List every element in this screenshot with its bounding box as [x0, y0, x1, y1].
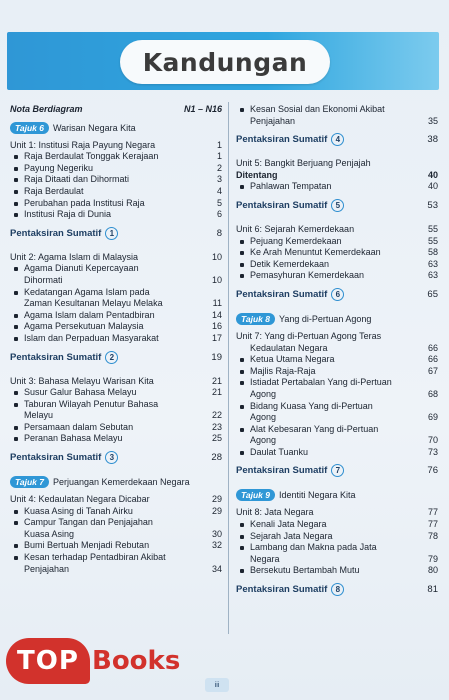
topbooks-logo — [6, 628, 196, 690]
tajuk-7-heading — [10, 476, 222, 488]
toc-item[interactable]: Bersekutu Bertambah Mutu 80 — [236, 565, 438, 577]
toc-item[interactable]: Majlis Raja-Raja 67 — [236, 366, 438, 378]
tajuk-badge: Tajuk 8 — [236, 313, 275, 325]
unit-6-title[interactable]: Unit 6: Sejarah Kemerdekaan 55 — [236, 223, 438, 234]
toc-item[interactable]: Ke Arah Menuntut Kemerdekaan 58 — [236, 247, 438, 259]
number-circle: 8 — [331, 583, 344, 596]
toc-item[interactable]: Sejarah Jata Negara 78 — [236, 531, 438, 543]
pentaksiran-sumatif-8[interactable]: Pentaksiran Sumatif 8 81 — [236, 584, 438, 596]
toc-item-continued[interactable]: Agong 70 — [250, 435, 438, 446]
toc-item[interactable]: Agama Islam dalam Pentadbiran 14 — [10, 310, 222, 322]
number-circle: 4 — [331, 133, 344, 146]
unit-8-title[interactable]: Unit 8: Jata Negara 77 — [236, 507, 438, 518]
toc-item[interactable]: Susur Galur Bahasa Melayu 21 — [10, 387, 222, 399]
toc-item[interactable]: Bidang Kuasa Yang di-Pertuan — [236, 401, 438, 413]
logo-top-badge: TOP — [6, 638, 90, 684]
tajuk-badge: Tajuk 7 — [10, 476, 49, 488]
toc-item[interactable]: Detik Kemerdekaan 63 — [236, 259, 438, 271]
toc-item[interactable]: Peranan Bahasa Melayu 25 — [10, 433, 222, 445]
tajuk-title: Warisan Negara Kita — [52, 122, 136, 133]
toc-item[interactable]: Payung Negeriku 2 — [10, 163, 222, 175]
toc-entry-nota[interactable]: Nota Berdiagram N1 – N16 — [10, 104, 222, 114]
toc-item-continued[interactable]: Penjajahan 35 — [250, 115, 438, 126]
toc-item[interactable]: Raja Berdaulat Tonggak Kerajaan 1 — [10, 151, 222, 163]
toc-item-continued[interactable]: Dihormati 10 — [24, 274, 222, 285]
pentaksiran-sumatif-4[interactable]: Pentaksiran Sumatif 4 38 — [236, 134, 438, 146]
toc-item[interactable]: Kedatangan Agama Islam pada — [10, 287, 222, 299]
toc-item[interactable]: Pejuang Kemerdekaan 55 — [236, 236, 438, 248]
page-title: Kandungan — [142, 47, 308, 77]
toc-item[interactable]: Taburan Wilayah Penutur Bahasa — [10, 399, 222, 411]
page-number: iii — [205, 678, 229, 692]
pentaksiran-sumatif-3[interactable]: Pentaksiran Sumatif 3 28 — [10, 452, 222, 464]
toc-item-continued[interactable]: Zaman Kesultanan Melayu Melaka 11 — [24, 298, 222, 309]
toc-item[interactable]: Raja Ditaati dan Dihormati 3 — [10, 174, 222, 186]
toc-item-continued[interactable]: Kuasa Asing 30 — [24, 528, 222, 539]
pentaksiran-sumatif-5[interactable]: Pentaksiran Sumatif 5 53 — [236, 199, 438, 211]
toc-item-continued[interactable]: Penjajahan 34 — [24, 563, 222, 574]
toc-item[interactable]: Bumi Bertuah Menjadi Rebutan 32 — [10, 540, 222, 552]
toc-item[interactable]: Ketua Utama Negara 66 — [236, 354, 438, 366]
number-circle: 1 — [105, 227, 118, 240]
toc-item[interactable]: Daulat Tuanku 73 — [236, 447, 438, 459]
toc-item-continued[interactable]: Agong 69 — [250, 412, 438, 423]
pentaksiran-sumatif-1[interactable]: Pentaksiran Sumatif 1 8 — [10, 227, 222, 239]
unit-7-title-continued[interactable]: Kedaulatan Negara 66 — [250, 342, 438, 353]
title-pill — [120, 40, 330, 84]
toc-item[interactable]: Pahlawan Tempatan 40 — [236, 181, 438, 193]
toc-item[interactable]: Kesan Sosial dan Ekonomi Akibat — [236, 104, 438, 116]
number-circle: 3 — [105, 451, 118, 464]
logo-books-text: Books — [92, 646, 181, 676]
toc-item[interactable]: Kuasa Asing di Tanah Airku 29 — [10, 506, 222, 518]
toc-item[interactable]: Islam dan Perpaduan Masyarakat 17 — [10, 333, 222, 345]
number-circle: 5 — [331, 199, 344, 212]
toc-item[interactable]: Pemasyhuran Kemerdekaan 63 — [236, 270, 438, 282]
tajuk-6-heading — [10, 122, 222, 134]
toc-item[interactable]: Istiadat Pertabalan Yang di-Pertuan — [236, 377, 438, 389]
toc-item[interactable]: Persamaan dalam Sebutan 23 — [10, 422, 222, 434]
toc-item[interactable]: Alat Kebesaran Yang di-Pertuan — [236, 424, 438, 436]
unit-1-title[interactable]: Unit 1: Institusi Raja Payung Negara 1 — [10, 139, 222, 150]
tajuk-title: Yang di-Pertuan Agong — [278, 313, 372, 324]
toc-item[interactable]: Raja Berdaulat 4 — [10, 186, 222, 198]
toc-item[interactable]: Campur Tangan dan Penjajahan — [10, 517, 222, 529]
pentaksiran-sumatif-7[interactable]: Pentaksiran Sumatif 7 76 — [236, 465, 438, 477]
pentaksiran-sumatif-2[interactable]: Pentaksiran Sumatif 2 19 — [10, 351, 222, 363]
tajuk-title: Identiti Negara Kita — [278, 490, 356, 501]
toc-item[interactable]: Kenali Jata Negara 77 — [236, 519, 438, 531]
toc-item[interactable]: Perubahan pada Institusi Raja 5 — [10, 198, 222, 210]
number-circle: 7 — [331, 464, 344, 477]
unit-2-title[interactable]: Unit 2: Agama Islam di Malaysia 10 — [10, 251, 222, 262]
toc-item-continued[interactable]: Melayu 22 — [24, 410, 222, 421]
number-circle: 2 — [105, 351, 118, 364]
unit-5-title-continued[interactable]: Ditentang 40 — [236, 169, 438, 180]
tajuk-badge: Tajuk 6 — [10, 122, 49, 134]
toc-item[interactable]: Kesan terhadap Pentadbiran Akibat — [10, 552, 222, 564]
pentaksiran-sumatif-6[interactable]: Pentaksiran Sumatif 6 65 — [236, 288, 438, 300]
unit-7-title[interactable]: Unit 7: Yang di-Pertuan Agong Teras — [236, 330, 382, 341]
unit-4-title[interactable]: Unit 4: Kedaulatan Negara Dicabar 29 — [10, 494, 222, 505]
toc-item-continued[interactable]: Negara 79 — [250, 553, 438, 564]
toc-item[interactable]: Agama Dianuti Kepercayaan — [10, 263, 222, 275]
column-divider — [228, 102, 229, 634]
unit-3-title[interactable]: Unit 3: Bahasa Melayu Warisan Kita 21 — [10, 375, 222, 386]
tajuk-title: Perjuangan Kemerdekaan Negara — [52, 477, 190, 488]
toc-right-column — [236, 104, 438, 596]
toc-item[interactable]: Agama Persekutuan Malaysia 16 — [10, 321, 222, 333]
unit-5-title[interactable]: Unit 5: Bangkit Berjuang Penjajah — [236, 158, 371, 169]
tajuk-badge: Tajuk 9 — [236, 489, 275, 501]
tajuk-8-heading — [236, 313, 438, 325]
toc-item[interactable]: Institusi Raja di Dunia 6 — [10, 209, 222, 221]
tajuk-9-heading — [236, 489, 438, 501]
number-circle: 6 — [331, 288, 344, 301]
toc-left-column — [10, 104, 222, 575]
toc-item[interactable]: Lambang dan Makna pada Jata — [236, 542, 438, 554]
toc-item-continued[interactable]: Agong 68 — [250, 388, 438, 399]
